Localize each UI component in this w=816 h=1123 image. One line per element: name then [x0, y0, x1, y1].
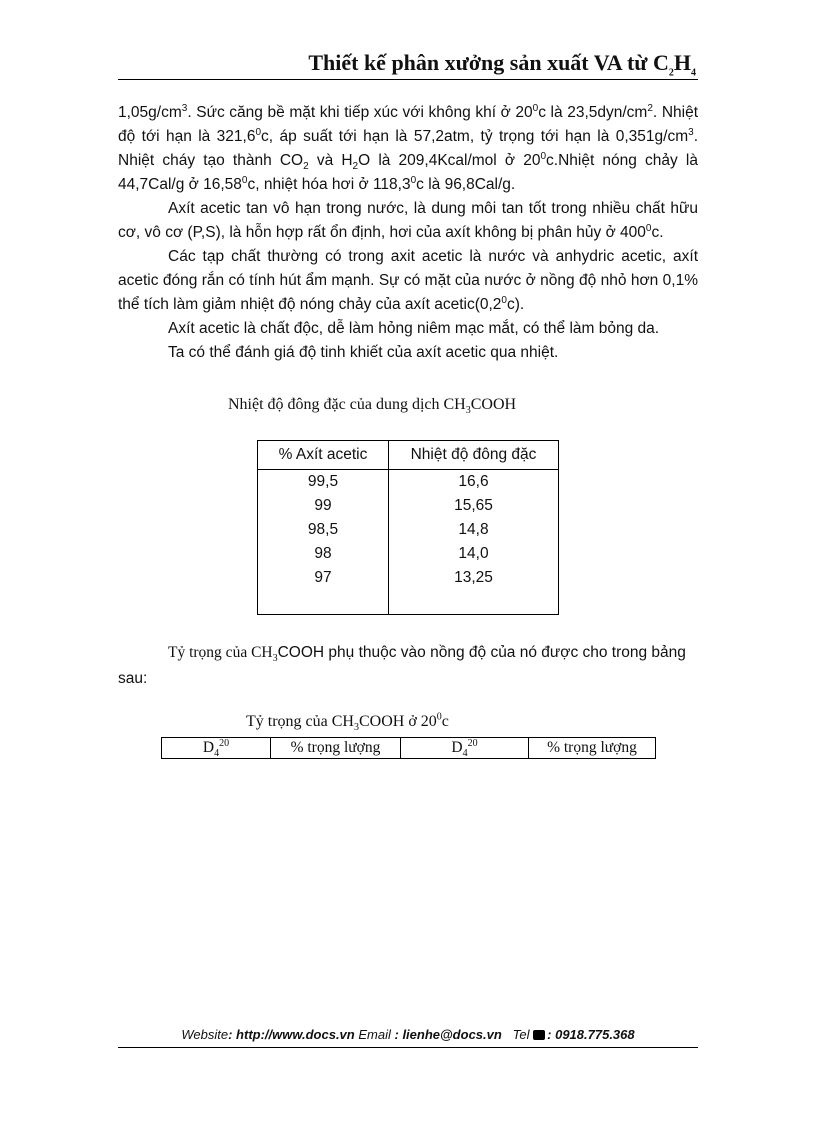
- cell-temp: 14,8: [389, 518, 559, 542]
- column-header-weight: % trọng lượng: [529, 738, 656, 759]
- table-row: [258, 494, 559, 518]
- paragraph-solubility: Axít acetic tan vô hạn trong nước, là dung môi tan tốt trong nhiều chất hữu cơ, vô cơ (P,S), là hỗn hợp rất ổn định, hơi của axít không bị phân hủy ở $400^0c$.: [118, 200, 698, 241]
- column-header-density: $D_4^{20}$: [162, 738, 271, 759]
- cell-temp: 15,65: [389, 494, 559, 518]
- column-header-acid: % Axít acetic: [258, 441, 389, 470]
- cell-acid: 99: [258, 494, 389, 518]
- email-label: Email: [358, 1027, 391, 1042]
- table-row: [258, 518, 559, 542]
- cell-temp: 13,25: [389, 566, 559, 590]
- freezing-point-table: [257, 440, 559, 615]
- paragraph-density: Tỷ trọng của $CH_3COOH$ phụ thuộc vào nồng độ của nó được cho trong bảng sau:: [118, 644, 686, 687]
- paragraph-purity: Ta có thể đánh giá độ tinh khiết của axít acetic qua nhiệt.: [168, 344, 559, 361]
- table-row: [258, 566, 559, 590]
- email-link[interactable]: : lienhe@docs.vn: [394, 1027, 502, 1042]
- cell-acid: 97: [258, 566, 389, 590]
- column-header-weight: % trọng lượng: [271, 738, 401, 759]
- running-header: Thiết kế phân xưởng sản xuất VA từ $C_2H_4$: [308, 50, 696, 79]
- table-row: [258, 470, 559, 495]
- paragraph-impurities: Các tạp chất thường có trong axit acetic là nước và anhydric acetic, axít acetic đóng rắn có tính hút ẩm mạnh. Sự có mặt của nước ở nồng độ nhỏ hơn 0,1% thể tích làm giảm nhiệt độ nóng chảy của axít $acetic(0,2^0c)$.: [118, 248, 698, 313]
- freezing-table-title: Nhiệt độ đông đặc của dung dịch $CH_3COOH$: [228, 396, 517, 417]
- cell-empty: [389, 590, 559, 615]
- footer-divider: [118, 1047, 698, 1048]
- page-footer: [0, 1027, 816, 1042]
- tel-number: : 0918.775.368: [547, 1027, 635, 1042]
- column-header-density: $D_4^{20}$: [401, 738, 529, 759]
- phone-icon: [533, 1030, 545, 1040]
- body-text: [118, 101, 698, 365]
- cell-acid: 98,5: [258, 518, 389, 542]
- table-row: [258, 542, 559, 566]
- density-table-title: Tỷ trọng của $CH_3COOH$ ở $20^0c$: [246, 711, 449, 734]
- table-row-empty: [258, 590, 559, 615]
- paragraph-toxicity: Axít acetic là chất độc, dễ làm hỏng niêm mạc mắt, có thể làm bỏng da.: [168, 320, 660, 337]
- paragraph-properties: $1,05g/cm^3$. Sức căng bề mặt khi tiếp xúc với không khí ở $20^0c$ là $23,5dyn/cm^2$. Nhiệt độ tới hạn là 321,6$^0$c, áp suất tới hạn là 57,2atm, tỷ trọng tới hạn là $0,351g/cm^3$. Nhiệt cháy tạo thành $CO_2$ và $H_2O$ là 209,4Kcal/mol ở $20^0c.Nhiệt$ nóng chảy là 44,7Cal/g ở 16,58$^0$c, nhiệt hóa hơi ở 118,3$^0$c là 96,8Cal/g.: [118, 102, 698, 193]
- header-divider: [118, 79, 698, 80]
- cell-temp: 14,0: [389, 542, 559, 566]
- cell-acid: 98: [258, 542, 389, 566]
- cell-acid: 99,5: [258, 470, 389, 495]
- cell-empty: [258, 590, 389, 615]
- density-table: [161, 737, 656, 759]
- table-header-row: [258, 441, 559, 470]
- table-header-row: [162, 738, 656, 759]
- website-link[interactable]: : http://www.docs.vn: [228, 1027, 355, 1042]
- tel-label: Tel: [512, 1027, 530, 1042]
- cell-temp: 16,6: [389, 470, 559, 495]
- website-label: Website: [181, 1027, 229, 1042]
- column-header-temperature: Nhiệt độ đông đặc: [389, 441, 559, 470]
